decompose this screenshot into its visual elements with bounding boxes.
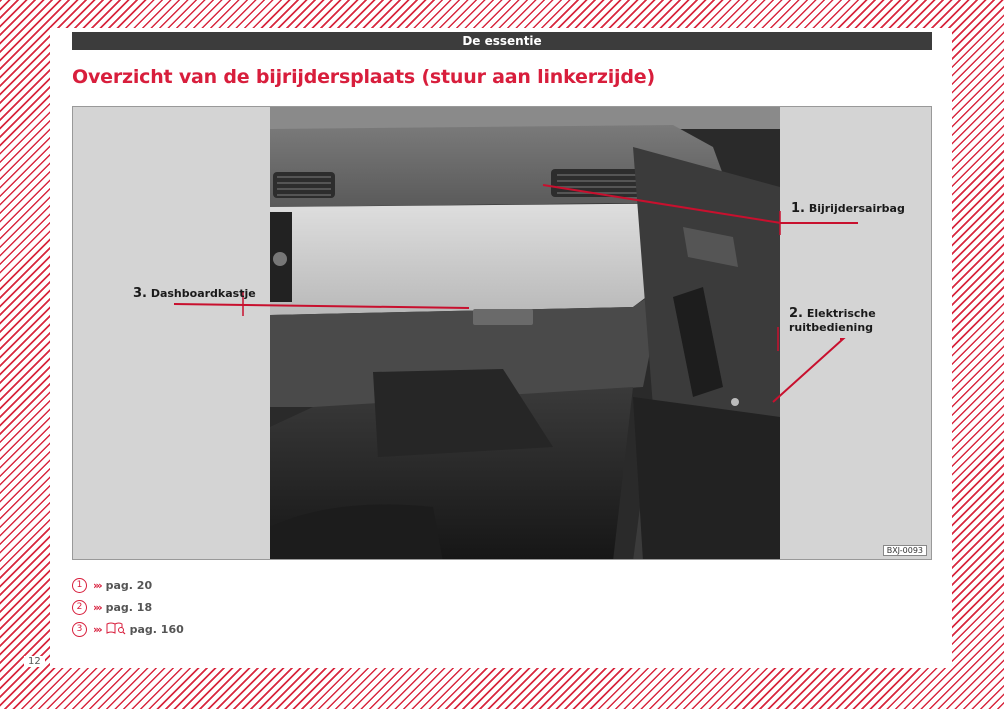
reference-item[interactable] (72, 574, 184, 596)
callout-power-window-switch: 2. Elektrische ruitbediening (789, 306, 876, 334)
arrows-icon: ››› (93, 600, 101, 614)
figure-code: BXJ-0093 (883, 545, 927, 556)
manual-page (50, 28, 952, 668)
book-search-icon (106, 621, 126, 638)
section-header: De essentie (72, 32, 932, 50)
interior-figure (72, 106, 932, 560)
page-reference[interactable]: pag. 160 (129, 622, 184, 636)
reference-item[interactable] (72, 618, 184, 640)
arrows-icon: ››› (93, 622, 101, 636)
page-title: Overzicht van de bijrijdersplaats (stuur aan linkerzijde) (72, 66, 655, 88)
reference-number: 2 (72, 600, 87, 615)
reference-number: 3 (72, 622, 87, 637)
reference-list (72, 574, 184, 640)
reference-number: 1 (72, 578, 87, 593)
page-reference[interactable]: pag. 20 (105, 578, 153, 592)
page-reference[interactable]: pag. 18 (105, 600, 153, 614)
page-number: 12 (24, 656, 45, 667)
arrows-icon: ››› (93, 578, 101, 592)
callout-glovebox: 3. Dashboardkastje (133, 286, 256, 301)
callout-passenger-airbag: 1. Bijrijdersairbag (791, 201, 905, 216)
reference-item[interactable] (72, 596, 184, 618)
